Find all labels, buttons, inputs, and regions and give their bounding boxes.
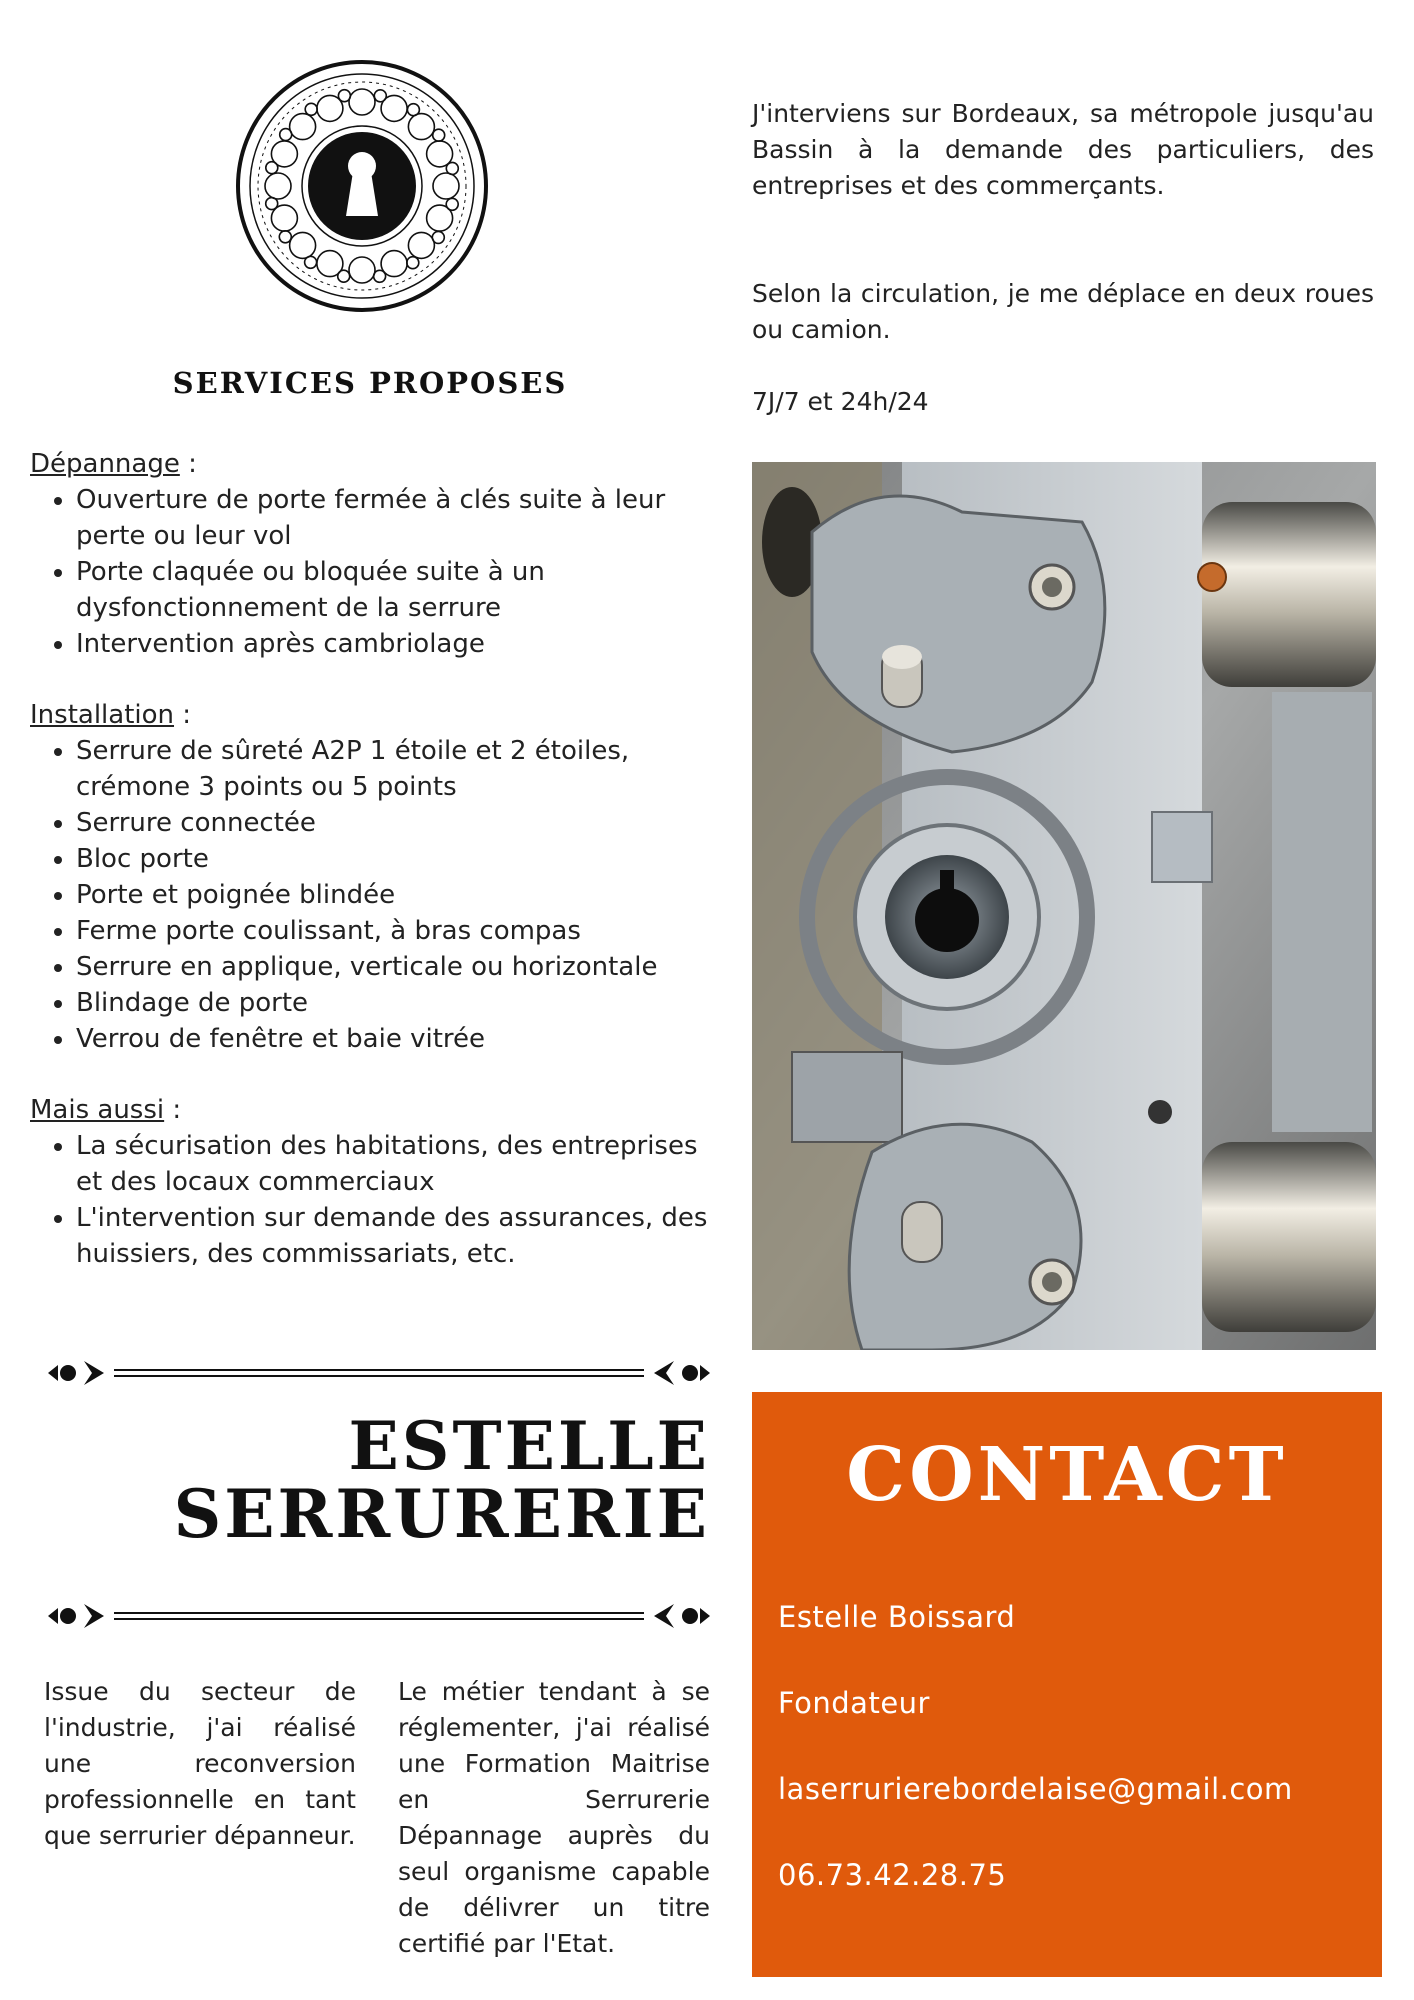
list-item: • Bloc porte	[76, 841, 720, 877]
list-item: • Serrure en applique, verticale ou horizontale	[76, 949, 720, 985]
company-name-line2: SERRURERIE	[173, 1475, 710, 1553]
contact-email-link[interactable]: laserrurierebordelaise@gmail.com	[778, 1772, 1293, 1806]
logo-swirl	[433, 129, 445, 141]
logo-swirl	[265, 173, 291, 199]
bio-right-paragraph: Le métier tendant à se réglementer, j'ai réalisé une Formation Maitrise en Serrurerie Dépannage auprès du seul organisme capable de délivrer un titre certifié par l'Etat.	[398, 1677, 710, 1958]
logo-swirl	[290, 114, 316, 140]
section-heading: Mais aussi :	[30, 1095, 182, 1125]
list-item: • Serrure connectée	[76, 805, 720, 841]
logo-swirl	[381, 95, 407, 121]
logo-swirl	[349, 89, 375, 115]
list-item: • Blindage de porte	[76, 985, 720, 1021]
ornamental-divider-icon	[44, 1599, 714, 1635]
section-heading: Installation :	[30, 700, 192, 730]
logo-swirl	[408, 232, 434, 258]
contact-panel	[752, 1392, 1382, 1977]
logo-swirl	[305, 103, 317, 115]
list-item: • Ferme porte coulissant, à bras compas	[76, 913, 720, 949]
logo-swirl	[446, 162, 458, 174]
intro-paragraph-area: J'interviens sur Bordeaux, sa métropole jusqu'au Bassin à la demande des particuliers, des entreprises et des commerçants.	[752, 99, 1374, 200]
list-item: • Intervention après cambriolage	[76, 626, 720, 662]
list-item: • Ouverture de porte fermée à clés suite à leur perte ou leur vol	[76, 482, 720, 554]
installation-list	[30, 733, 720, 1057]
intro-paragraph-transport: Selon la circulation, je me déplace en deux roues ou camion.	[752, 279, 1374, 344]
services-title: SERVICES PROPOSES	[172, 366, 568, 400]
installation-heading: Installation	[30, 700, 175, 730]
logo-swirl	[407, 257, 419, 269]
section-heading: Dépannage :	[30, 449, 197, 479]
intro-availability: 7J/7 et 24h/24	[752, 387, 929, 416]
logo-swirl	[290, 232, 316, 258]
list-item: • La sécurisation des habitations, des entreprises et des locaux commerciaux	[76, 1128, 720, 1200]
list-item: • Porte claquée ou bloquée suite à un dysfonctionnement de la serrure	[76, 554, 720, 626]
section-installation	[30, 697, 720, 1057]
keyhole-logo-icon	[234, 58, 490, 314]
depannage-heading: Dépannage	[30, 449, 180, 479]
contact-phone-link[interactable]: 06.73.42.28.75	[778, 1858, 1007, 1892]
logo-swirl	[271, 141, 297, 167]
bio-left-paragraph: Issue du secteur de l'industrie, j'ai réalisé une reconversion professionnelle en tant que serrurier dépanneur.	[44, 1677, 356, 1850]
contact-role: Fondateur	[778, 1686, 930, 1720]
ornamental-divider-icon	[44, 1356, 714, 1392]
logo-swirl	[408, 114, 434, 140]
mais-aussi-list	[30, 1128, 720, 1272]
list-item: • Serrure de sûreté A2P 1 étoile et 2 étoiles, crémone 3 points ou 5 points	[76, 733, 720, 805]
logo-swirl	[349, 257, 375, 283]
logo-swirl	[279, 231, 291, 243]
section-depannage	[30, 446, 720, 662]
section-mais-aussi	[30, 1092, 720, 1272]
mais-aussi-heading: Mais aussi	[30, 1095, 165, 1125]
contact-name: Estelle Boissard	[778, 1600, 1016, 1634]
logo-swirl	[317, 251, 343, 277]
lock-mechanism-photo	[752, 462, 1376, 1350]
depannage-list	[30, 482, 720, 662]
logo-swirl	[433, 173, 459, 199]
list-item: • L'intervention sur demande des assurances, des huissiers, des commissariats, etc.	[76, 1200, 720, 1272]
logo-swirl	[427, 205, 453, 231]
list-item: • Porte et poignée blindée	[76, 877, 720, 913]
company-name-line1: ESTELLE	[348, 1407, 710, 1485]
contact-title: CONTACT	[846, 1432, 1288, 1518]
list-item: • Verrou de fenêtre et baie vitrée	[76, 1021, 720, 1057]
company-name	[30, 1407, 710, 1553]
